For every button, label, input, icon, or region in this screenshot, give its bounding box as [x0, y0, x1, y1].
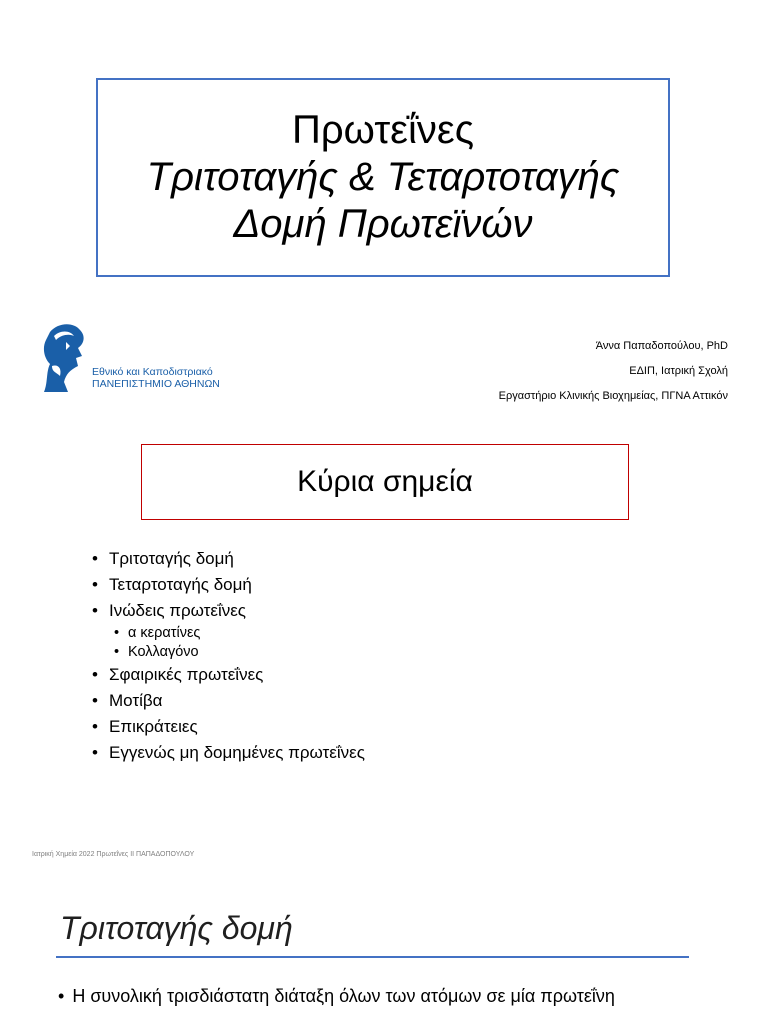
list-item: • Εγγενώς μη δομημένες πρωτεΐνες	[92, 740, 365, 766]
author-dept: ΕΔΙΠ, Ιατρική Σχολή	[629, 365, 728, 377]
list-item: • Σφαιρικές πρωτεΐνες	[92, 662, 365, 688]
main-points-heading-box	[141, 444, 629, 520]
slide2-title: Τριτοταγής δομή	[60, 910, 293, 946]
university-name-line-1: Εθνικό και Καποδιστριακό	[92, 366, 213, 378]
list-item: • Μοτίβα	[92, 688, 365, 714]
slide2-title-underline	[56, 956, 689, 958]
main-points-list	[92, 546, 365, 766]
university-name	[92, 366, 220, 390]
list-item: • Ινώδεις πρωτεΐνες	[92, 598, 365, 624]
title-line-1: Πρωτεΐνες	[292, 108, 474, 152]
main-points-heading: Κύρια σημεία	[297, 465, 473, 498]
title-line-3: Δομή Πρωτεϊνών	[233, 202, 533, 246]
title-box	[96, 78, 670, 277]
sub-list-item: • Κολλαγόνο	[114, 643, 365, 662]
slide-footer: Ιατρική Χημεία 2022 Πρωτεΐνες ΙΙ ΠΑΠΑΔΟΠΟΥΛΟΥ	[32, 851, 195, 858]
sub-list-item: • α κερατίνες	[114, 624, 365, 643]
slide2-bullet: • Η συνολική τρισδιάστατη διάταξη όλων των ατόμων σε μία πρωτεΐνη	[58, 986, 615, 1006]
author-info	[499, 334, 728, 409]
university-name-line-2: ΠΑΝΕΠΙΣΤΗΜΙΟ ΑΘΗΝΩΝ	[92, 378, 220, 390]
list-item: • Τεταρτοταγής δομή	[92, 572, 365, 598]
athena-head-icon	[40, 322, 92, 394]
title-line-2: Τριτοταγής & Τεταρτοταγής	[146, 155, 620, 199]
list-item: • Τριτοταγής δομή	[92, 546, 365, 572]
list-item: • Επικράτειες	[92, 714, 365, 740]
author-lab: Εργαστήριο Κλινικής Βιοχημείας, ΠΓΝΑ Αττικόν	[498, 390, 728, 402]
slide2-bullet-text: Η συνολική τρισδιάστατη διάταξη όλων των ατόμων σε μία πρωτεΐνη	[72, 986, 615, 1006]
author-name: Άννα Παπαδοπούλου, PhD	[595, 340, 728, 352]
